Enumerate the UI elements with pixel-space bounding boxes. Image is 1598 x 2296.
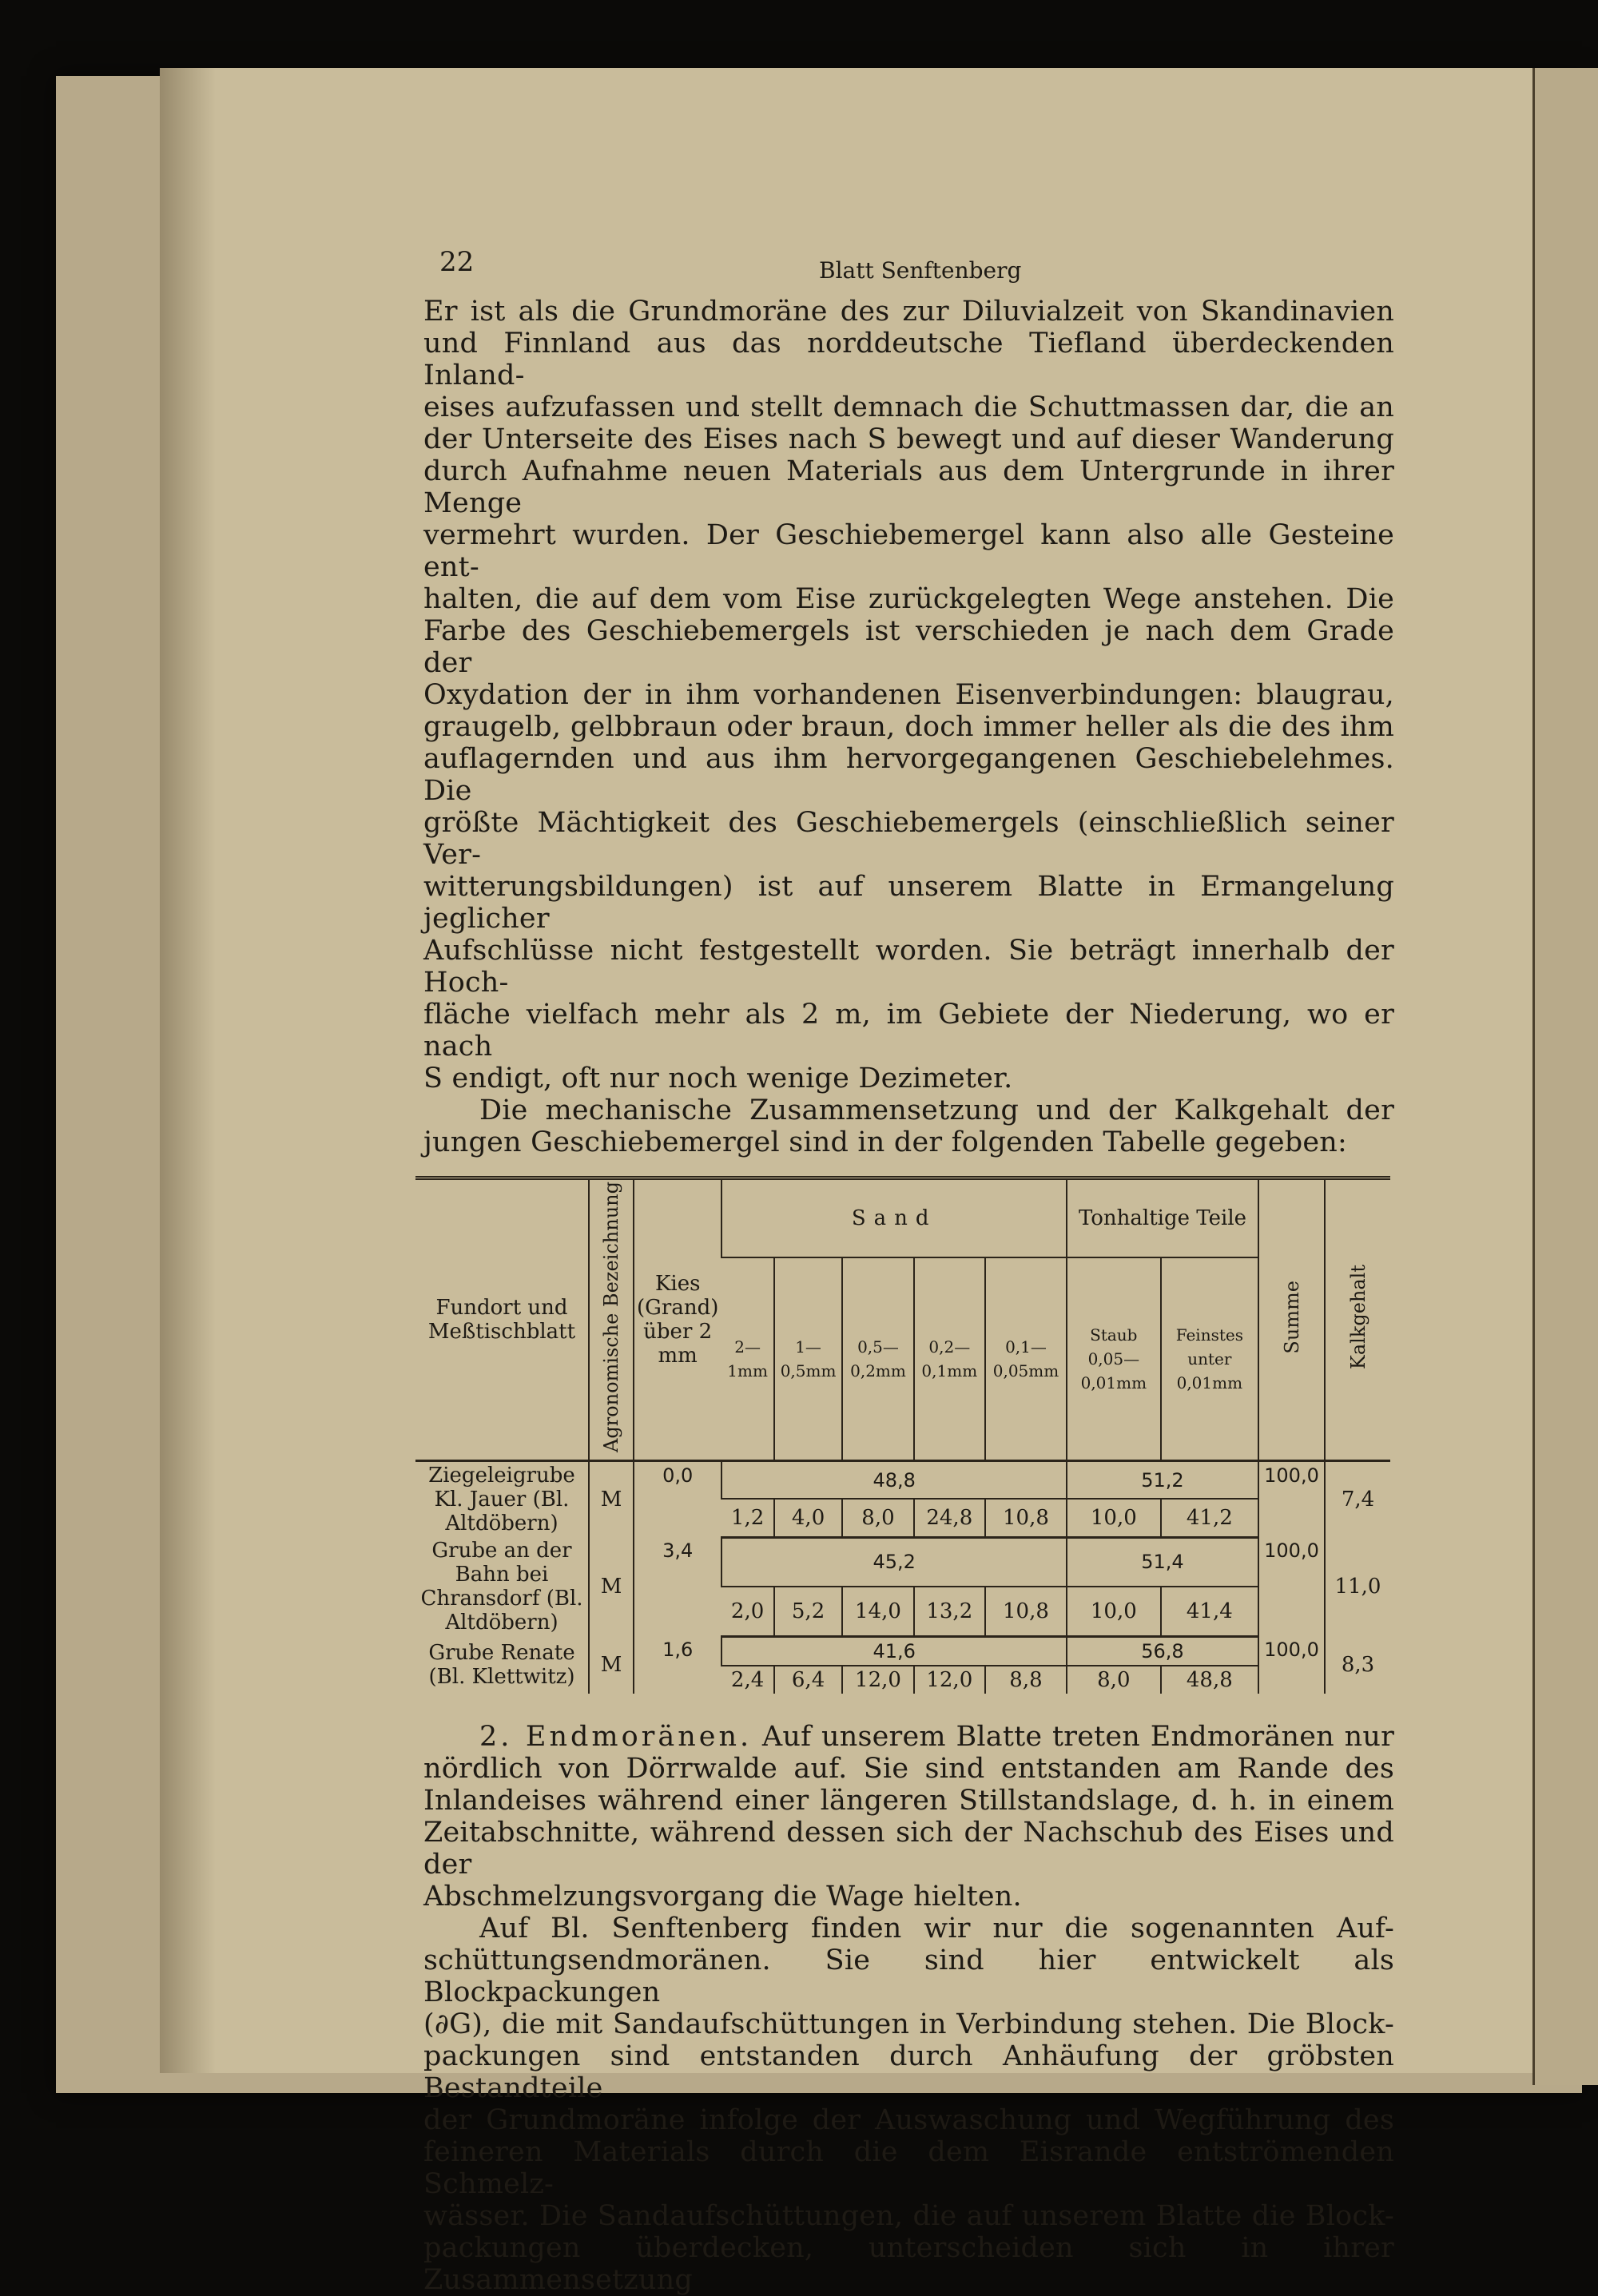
text-line: Aufschlüsse nicht festgestellt worden. Sie beträgt innerhalb der Hoch- [423,935,1394,999]
paragraph-endmoraenen [423,1721,1394,1913]
cell-kalk: 7,4 [1325,1461,1390,1538]
cell-ton-feinstes: 41,4 [1161,1587,1258,1636]
text-line: Die mechanische Zusammensetzung und der Kalkgehalt der [479,1094,1394,1126]
header-kies: Kies (Grand) über 2 mm [634,1178,721,1461]
cell-sand-4: 12,0 [914,1666,985,1694]
cell-kies: 0,0 [634,1461,721,1538]
text-line: packungen sind entstanden durch Anhäufung der gröbsten Bestandteile [423,2040,1394,2104]
header-sand-2: 1— 0,5mm [774,1257,843,1461]
cell-ton-staub: 10,0 [1067,1587,1161,1636]
cell-sand-5: 10,8 [985,1587,1067,1636]
text-line: schüttungsendmoränen. Sie sind hier entwickelt als Blockpackungen [423,1944,1394,2008]
paragraph-grundmoraene [423,296,1394,1094]
cell-sand-2: 6,4 [774,1666,843,1694]
cell-sand-total: 41,6 [721,1636,1067,1666]
text-line: halten, die auf dem vom Eise zurückgelegten Wege anstehen. Die [423,583,1394,615]
text-line: größte Mächtigkeit des Geschiebemergels (einschließlich seiner Ver- [423,807,1394,871]
header-sand-3: 0,5— 0,2mm [842,1257,913,1461]
cell-sand-1: 1,2 [721,1499,773,1537]
header-sand-5: 0,1— 0,05mm [985,1257,1067,1461]
header-summe: Summe [1258,1178,1325,1461]
text-line: packungen überdecken, unterscheiden sich in ihrer Zusammensetzung [423,2231,1394,2296]
cell-sand-3: 8,0 [842,1499,913,1537]
page-number: 22 [439,246,475,278]
header-ton-staub: Staub 0,05— 0,01mm [1067,1257,1161,1461]
text-line: feineren Materials durch die dem Eisrande entströmenden Schmelz- [423,2135,1394,2200]
cell-summe: 100,0 [1258,1636,1325,1694]
cell-agronom: M [589,1636,634,1694]
cell-sand-2: 4,0 [774,1499,843,1537]
cell-fundort: Grube an der Bahn bei Chransdorf (Bl. Altdöbern) [420,1539,583,1635]
section-heading: 2. Endmoränen. [479,1720,753,1753]
text-line: jungen Geschiebemergel sind in der folgenden Tabelle gegeben: [423,1126,1348,1158]
text-line: S endigt, oft nur noch wenige Dezimeter. [423,1063,1013,1094]
cell-sand-1: 2,0 [721,1587,773,1636]
running-title: Blatt Senftenberg [819,257,1022,284]
cell-summe: 100,0 [1258,1537,1325,1636]
text-line: Er ist als die Grundmoräne des zur Diluvialzeit von Skandinavien [423,296,1394,328]
header-sand-4: 0,2— 0,1mm [914,1257,985,1461]
cell-ton-staub: 8,0 [1067,1666,1161,1694]
text-fragment: Auf unserem Blatte treten Endmoränen nur [761,1720,1395,1753]
text-line [423,1721,1394,1753]
facing-page-edge [1532,68,1598,2085]
cell-sand-3: 12,0 [842,1666,913,1694]
text-line: Abschmelzungsvorgang die Wage hielten. [423,1880,1022,1913]
page-header [423,240,1394,296]
text-line: und Finnland aus das norddeutsche Tiefland überdeckenden Inland- [423,328,1394,391]
text-line: auflagernden und aus ihm hervorgegangenen Geschiebelehmes. Die [423,743,1394,807]
header-kalk: Kalkgehalt [1325,1178,1390,1461]
text-line: (∂G), die mit Sandaufschüttungen in Verbindung stehen. Die Block- [423,2008,1394,2040]
cell-kalk: 8,3 [1325,1636,1390,1694]
cell-fundort: Grube Renate (Bl. Klettwitz) [428,1640,575,1689]
cell-sand-1: 2,4 [721,1666,773,1694]
cell-sand-5: 8,8 [985,1666,1067,1694]
text-line: durch Aufnahme neuen Materials aus dem Untergrunde in ihrer Menge [423,455,1394,519]
cell-sand-3: 14,0 [842,1587,913,1636]
cell-sand-4: 24,8 [914,1499,985,1537]
cell-agronom: M [589,1537,634,1636]
cell-ton-total: 51,4 [1067,1537,1258,1587]
cell-sand-2: 5,2 [774,1587,843,1636]
text-line: witterungsbildungen) ist auf unserem Blatte in Ermangelung jeglicher [423,871,1394,935]
cell-sand-4: 13,2 [914,1587,985,1636]
header-sand-1: 2— 1mm [721,1257,773,1461]
cell-sand-5: 10,8 [985,1499,1067,1537]
cell-kies: 1,6 [634,1636,721,1694]
header-ton: Tonhaltige Teile [1067,1178,1258,1257]
cell-sand-total: 48,8 [721,1461,1067,1500]
cell-ton-staub: 10,0 [1067,1499,1161,1537]
paragraph-table-intro [423,1094,1394,1158]
cell-summe: 100,0 [1258,1461,1325,1538]
header-sand: Sand [721,1178,1067,1257]
text-line: Oxydation der in ihm vorhandenen Eisenverbindungen: blaugrau, [423,679,1394,711]
text-line: fläche vielfach mehr als 2 m, im Gebiete der Niederung, wo er nach [423,999,1394,1063]
paragraph-aufschuettung [423,1913,1394,2296]
text-line: Auf Bl. Senftenberg finden wir nur die sogenannten Auf- [479,1912,1394,1944]
text-line: Inlandeises während einer längeren Stillstandslage, d. h. in einem [423,1784,1394,1817]
cell-kalk: 11,0 [1325,1537,1390,1636]
text-line: Farbe des Geschiebemergels ist verschieden je nach dem Grade der [423,615,1394,679]
cell-ton-feinstes: 48,8 [1161,1666,1258,1694]
cell-ton-total: 51,2 [1067,1461,1258,1500]
text-line: nördlich von Dörrwalde auf. Sie sind entstanden am Rande des [423,1752,1394,1785]
header-fundort: Fundort und Meßtischblatt [415,1178,589,1461]
cell-fundort: Ziegeleigrube Kl. Jauer (Bl. Altdöbern) [428,1464,575,1535]
cell-ton-feinstes: 41,2 [1161,1499,1258,1537]
text-line: wässer. Die Sandaufschüttungen, die auf unserem Blatte die Block- [423,2199,1394,2232]
page-gutter-shade [160,68,216,2073]
cell-kies: 3,4 [634,1537,721,1636]
text-line: vermehrt wurden. Der Geschiebemergel kann also alle Gesteine ent- [423,519,1394,583]
header-agronom: Agronomische Bezeichnung [589,1178,634,1461]
cell-agronom: M [589,1461,634,1538]
cell-sand-total: 45,2 [721,1537,1067,1587]
text-line: Zeitabschnitte, während dessen sich der Nachschub des Eises und der [423,1816,1394,1881]
mechanical-analysis-table [415,1176,1390,1694]
cell-ton-total: 56,8 [1067,1636,1258,1666]
text-line: der Unterseite des Eises nach S bewegt und auf dieser Wanderung [423,423,1394,455]
header-ton-feinstes: Feinstes unter 0,01mm [1161,1257,1258,1461]
text-line: der Grundmoräne infolge der Auswaschung und Wegführung des [423,2103,1394,2136]
page-content [420,240,1395,2296]
text-line: graugelb, gelbbraun oder braun, doch immer heller als die des ihm [423,711,1394,743]
text-line: eises aufzufassen und stellt demnach die Schuttmassen dar, die an [423,391,1394,423]
